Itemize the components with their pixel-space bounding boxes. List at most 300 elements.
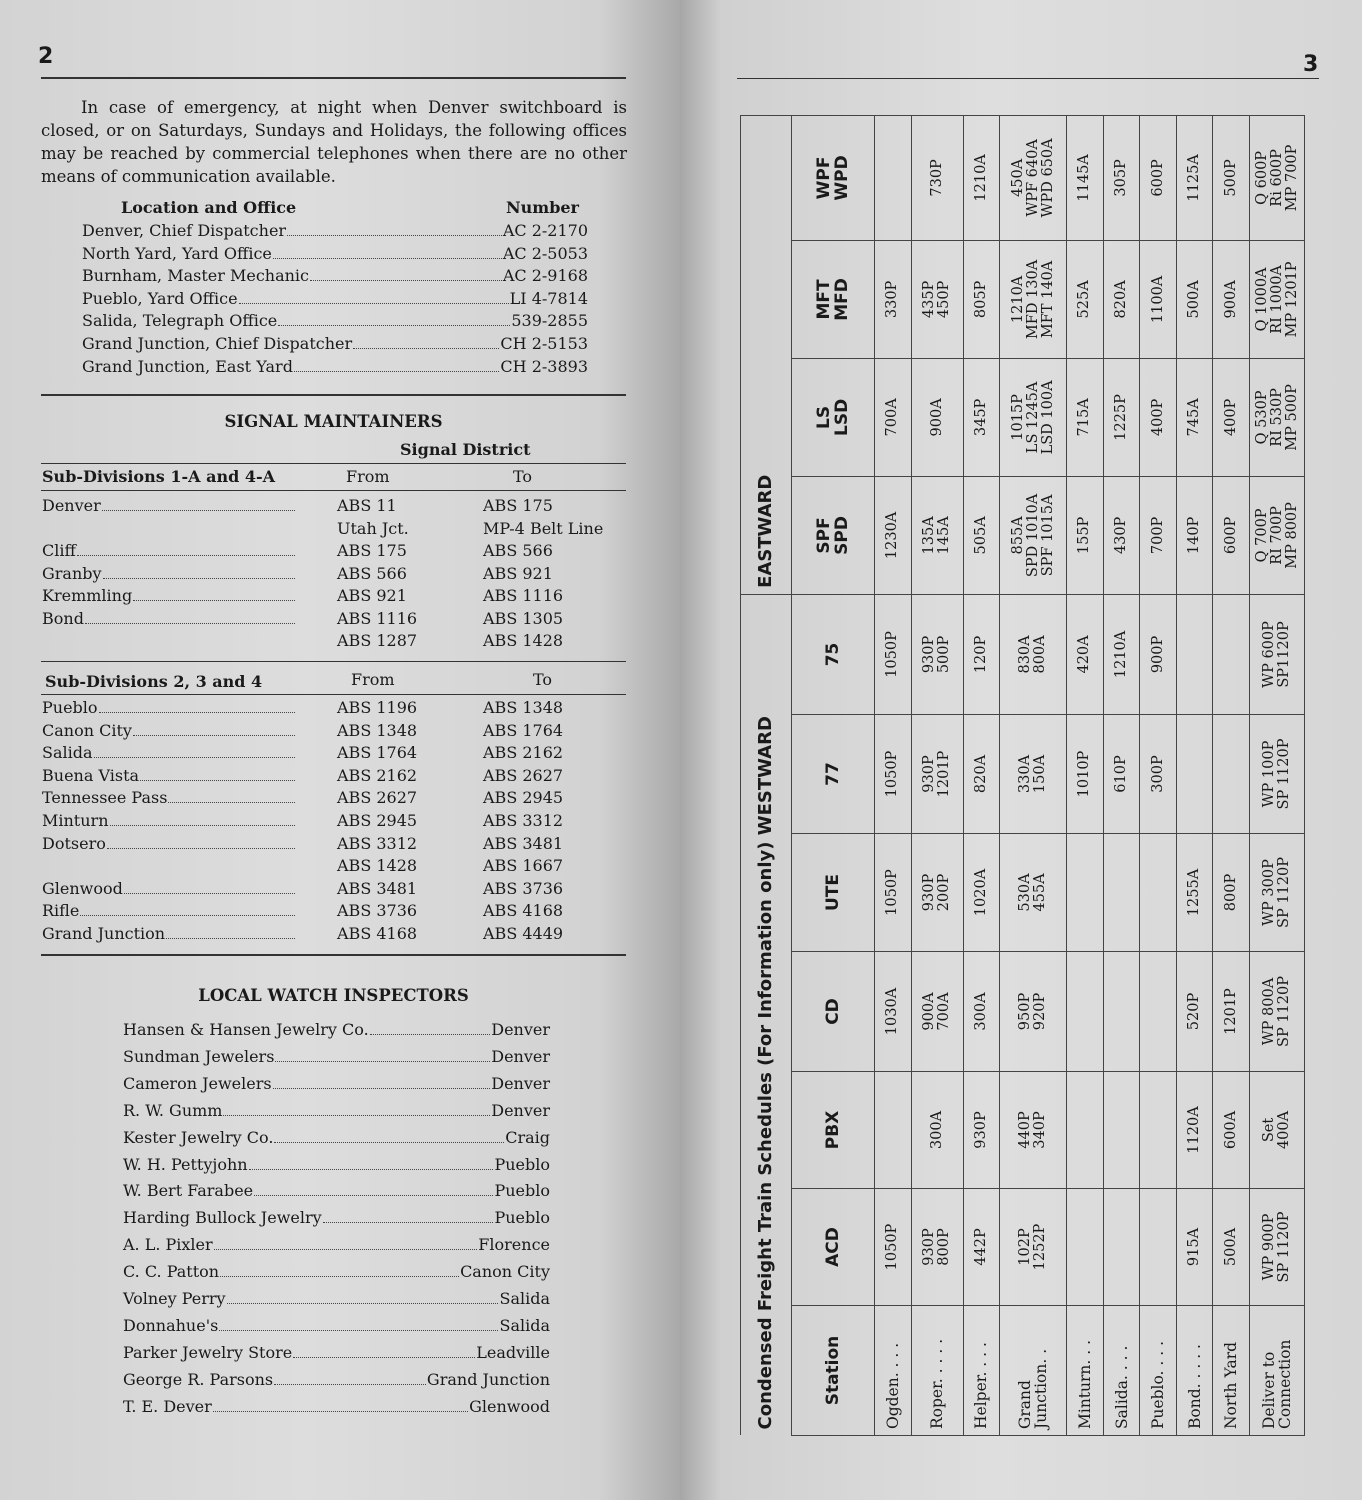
contact-value: AC 2-9168: [502, 266, 588, 286]
schedule-header-row: [791, 115, 874, 1435]
time-value: MFT 140A: [1039, 260, 1056, 339]
time-value: 915A: [1186, 1227, 1203, 1267]
contact-label: Grand Junction, Chief Dispatcher: [82, 334, 353, 353]
time-value: 500P: [1222, 159, 1239, 197]
dot-leader: [293, 1357, 475, 1358]
time-value: 1230A: [884, 511, 901, 560]
time-value: 1050P: [884, 869, 901, 916]
time-value: 715A: [1076, 398, 1093, 437]
time-value: RI 530P: [1268, 388, 1285, 447]
station-name: [1140, 1306, 1177, 1436]
watch-row: [123, 1101, 550, 1121]
dot-leader: [80, 915, 295, 916]
time-value: Ri 600P: [1268, 149, 1285, 207]
schedule-cell: [1250, 952, 1305, 1072]
train-symbol: UTE: [822, 874, 843, 912]
dot-leader: [249, 1169, 494, 1170]
time-value: Set: [1261, 1117, 1278, 1143]
time-value: 950P: [1017, 992, 1034, 1031]
time-value: 505A: [972, 516, 989, 555]
signal-to: ABS 566: [483, 541, 553, 560]
station-name: [911, 1306, 963, 1436]
station-name: [1067, 1306, 1104, 1436]
schedule-cell: [875, 240, 912, 358]
watch-label: Cameron Jewelers: [123, 1073, 272, 1093]
train-symbol: LS: [813, 405, 834, 429]
schedule-cell: [1140, 476, 1177, 594]
train-symbol: WPF: [813, 156, 834, 200]
time-value: 155P: [1076, 516, 1093, 555]
time-value: LS 1245A: [1024, 381, 1041, 454]
schedule-cell: [1067, 476, 1104, 594]
time-value: 300A: [928, 1110, 945, 1150]
time-value: 1145A: [1076, 154, 1093, 202]
time-value: 135A: [921, 516, 938, 555]
dot-leader: [214, 1249, 478, 1250]
dot-leader: [273, 1088, 491, 1089]
contact-row: [82, 311, 588, 331]
schedule-row: [875, 115, 912, 1435]
signal-place-row: [42, 721, 296, 741]
page-number-right: 3: [1303, 52, 1319, 77]
station-line: Minturn. . .: [1075, 1339, 1094, 1429]
time-value: 1125A: [1186, 154, 1203, 202]
schedule-cell: [1103, 1189, 1140, 1306]
schedule-cell: [875, 834, 912, 952]
dot-leader: [124, 893, 295, 894]
time-value: 345P: [972, 398, 989, 437]
schedule-cell: [875, 715, 912, 834]
time-value: 530A: [1017, 873, 1034, 912]
time-value: 330A: [1017, 754, 1034, 794]
westward-label: WESTWARD: [755, 716, 777, 842]
contact-row: [82, 357, 588, 377]
signal-from: ABS 175: [337, 541, 407, 560]
time-value: 500P: [936, 635, 953, 674]
watch-value: Pueblo: [494, 1154, 550, 1174]
time-value: 400P: [1222, 398, 1239, 437]
time-value: 700A: [936, 992, 953, 1031]
contact-row: [82, 289, 588, 309]
train-header: [791, 1189, 874, 1306]
station-name: [1250, 1306, 1305, 1436]
time-value: MP 800P: [1283, 502, 1300, 569]
time-value: 820A: [1113, 280, 1130, 319]
time-value: 800A: [1032, 635, 1049, 674]
contact-row: [82, 244, 588, 264]
schedule-cell: [1103, 715, 1140, 834]
signal-place-row: [42, 541, 296, 561]
schedule-cell: [1000, 952, 1067, 1072]
contact-label: Pueblo, Yard Office: [82, 288, 238, 308]
time-value: 1050P: [884, 631, 901, 678]
time-value: 430P: [1113, 516, 1130, 555]
schedule-cell: [1140, 834, 1177, 952]
group2-from-label: From: [351, 670, 395, 689]
station-name: [1103, 1306, 1140, 1436]
watch-label: C. C. Patton: [123, 1262, 220, 1282]
time-value: 400P: [1149, 398, 1166, 437]
schedule-cell: [1103, 476, 1140, 594]
freight-schedule-table: [740, 115, 1305, 1436]
watch-value: Salida: [499, 1315, 550, 1335]
time-value: 1252P: [1032, 1223, 1049, 1271]
time-value: 920P: [1032, 992, 1049, 1031]
schedule-cell: [911, 240, 963, 358]
signal-from: ABS 2945: [337, 811, 418, 830]
station-name: [875, 1306, 912, 1436]
signal-place-row: [42, 834, 296, 854]
dot-leader: [220, 1276, 459, 1277]
signal-to: ABS 3736: [483, 878, 564, 898]
divider: [41, 463, 626, 464]
schedule-cell: [911, 358, 963, 476]
signal-from: ABS 2162: [337, 765, 418, 785]
time-value: 435P: [921, 280, 938, 319]
contact-row: [82, 266, 588, 286]
signal-place: Canon City: [42, 720, 132, 740]
time-value: 930P: [921, 755, 938, 793]
dot-leader: [274, 1384, 426, 1385]
page-number-left: 2: [38, 44, 54, 69]
dot-leader: [223, 1115, 490, 1116]
time-value: WP 800A: [1261, 977, 1278, 1046]
schedule-cell: [1250, 594, 1305, 714]
signal-to: ABS 4168: [483, 901, 564, 921]
schedule-row: [1103, 115, 1140, 1435]
signal-from: ABS 1196: [337, 698, 418, 717]
watch-label: Parker Jewelry Store: [123, 1342, 293, 1362]
time-value: 150A: [1032, 754, 1049, 794]
dot-leader: [166, 938, 295, 939]
time-value: 120P: [972, 635, 989, 674]
schedule-cell: [1213, 115, 1250, 240]
train-header: [791, 834, 874, 952]
time-value: 1201P: [1222, 988, 1239, 1035]
station-header: Station: [791, 1306, 874, 1436]
dot-leader: [370, 1034, 491, 1035]
dot-leader: [168, 802, 295, 803]
schedule-cell: [1103, 834, 1140, 952]
schedule-cell: [1250, 115, 1305, 240]
schedule-cell: [911, 115, 963, 240]
group2-label: Sub-Divisions 2, 3 and 4: [45, 672, 263, 691]
train-symbol: LSD: [831, 398, 852, 436]
schedule-cell: [1176, 715, 1213, 834]
station-name: [963, 1306, 1000, 1436]
time-value: WPF 640A: [1024, 139, 1041, 217]
watch-value: Glenwood: [469, 1396, 550, 1416]
station-line: Ogden. . . .: [883, 1342, 902, 1429]
schedule-cell: [1250, 834, 1305, 952]
time-value: 400A: [1276, 1110, 1293, 1150]
schedule-cell: [1140, 1072, 1177, 1189]
time-value: 930P: [921, 873, 938, 912]
train-header: [791, 952, 874, 1072]
schedule-cell: [1000, 115, 1067, 240]
time-value: 1225P: [1113, 394, 1130, 441]
schedule-cell: [963, 240, 1000, 358]
signal-place: Glenwood: [42, 878, 123, 898]
schedule-cell: [875, 594, 912, 714]
schedule-title-row: [741, 115, 792, 1435]
divider: [41, 490, 626, 491]
contact-label: Salida, Telegraph Office: [82, 311, 278, 331]
schedule-cell: [1176, 1072, 1213, 1189]
time-value: 745A: [1186, 398, 1203, 437]
station-line: Deliver to: [1260, 1351, 1279, 1429]
time-value: Q 700P: [1253, 508, 1270, 563]
schedule-cell: [1067, 1072, 1104, 1189]
contact-value: CH 2-3893: [500, 356, 588, 376]
emergency-intro: In case of emergency, at night when Denver switchboard is closed, or on Saturdays, Sundays and Holidays, the following offices may be reached by commercial telephones when there are no other means of communication available.: [41, 98, 627, 186]
time-value: 300P: [1149, 755, 1166, 793]
contact-value: AC 2-2170: [502, 221, 588, 240]
schedule-row: [963, 115, 1000, 1435]
dot-leader: [287, 235, 502, 236]
dot-leader: [219, 1330, 498, 1331]
time-value: Q 600P: [1253, 150, 1270, 205]
signal-district-label: Signal District: [400, 440, 531, 459]
signal-place: Denver: [42, 496, 101, 515]
watch-row: [123, 1181, 550, 1201]
watch-label: Donnahue's: [123, 1315, 219, 1335]
contact-value: 539-2855: [511, 311, 588, 331]
time-value: 305P: [1113, 159, 1130, 197]
watch-label: Kester Jewelry Co.: [123, 1127, 274, 1147]
train-header: [791, 115, 874, 240]
signal-to: ABS 1764: [483, 720, 564, 740]
top-rule: [41, 77, 626, 79]
schedule-cell: [1140, 240, 1177, 358]
dot-leader: [133, 600, 295, 601]
schedule-cell: [1213, 358, 1250, 476]
dot-leader: [278, 325, 510, 326]
signal-place-row: [42, 609, 296, 629]
train-header: [791, 358, 874, 476]
schedule-cell: [963, 358, 1000, 476]
schedule-row: [1140, 115, 1177, 1435]
time-value: 200P: [936, 873, 953, 912]
schedule-cell: [1250, 476, 1305, 594]
time-value: 450P: [936, 280, 953, 319]
schedule-cell: [1213, 952, 1250, 1072]
watch-row: [123, 1074, 550, 1094]
time-value: 805P: [972, 280, 989, 319]
schedule-cell: [1176, 594, 1213, 714]
signal-to: ABS 1348: [483, 698, 564, 717]
signal-from: ABS 1287: [337, 631, 418, 650]
contact-label: North Yard, Yard Office: [82, 243, 272, 263]
time-value: WP 300P: [1261, 859, 1278, 926]
signal-place: Cliff: [42, 541, 76, 560]
station-line: Grand: [1016, 1380, 1035, 1429]
right-page: [680, 0, 1362, 1500]
group2-to-label: To: [533, 670, 553, 689]
schedule-cell: [911, 1189, 963, 1306]
signal-to: ABS 2627: [483, 765, 564, 785]
watch-value: Craig: [505, 1127, 550, 1147]
signal-from: ABS 1116: [337, 608, 418, 628]
dot-leader: [102, 510, 295, 511]
schedule-row: [1176, 115, 1213, 1435]
schedule-cell: [1103, 952, 1140, 1072]
station-line: Bond. . . . .: [1185, 1344, 1204, 1429]
contacts-header-location: Location and Office: [121, 198, 297, 217]
time-value: 440P: [1017, 1111, 1034, 1149]
time-value: 300A: [972, 992, 989, 1031]
signal-place: Pueblo: [42, 698, 98, 717]
train-header: [791, 594, 874, 714]
group1-from-label: From: [346, 467, 390, 486]
schedule-cell: [911, 1072, 963, 1189]
dot-leader: [294, 371, 499, 372]
contact-row: [82, 334, 588, 354]
time-value: 1255A: [1186, 868, 1203, 917]
watch-row: [123, 1289, 550, 1309]
contact-label: Grand Junction, East Yard: [82, 356, 293, 376]
station-line: Pueblo. . . .: [1149, 1340, 1168, 1429]
signal-from: ABS 2627: [337, 788, 418, 808]
time-value: SPD 1010A: [1024, 493, 1041, 578]
time-value: 600P: [1222, 516, 1239, 555]
station-line: Junction. .: [1032, 1348, 1051, 1429]
signal-from: ABS 3736: [337, 901, 418, 921]
time-value: SP 1120P: [1276, 1211, 1293, 1283]
schedule-cell: [1250, 240, 1305, 358]
signal-to: ABS 2945: [483, 788, 564, 808]
time-value: SP 1120P: [1276, 857, 1293, 928]
time-value: 800P: [1222, 873, 1239, 912]
schedule-cell: [1103, 240, 1140, 358]
schedule-cell: [1140, 115, 1177, 240]
time-value: 1050P: [884, 750, 901, 798]
signal-to: ABS 175: [483, 496, 553, 515]
schedule-row: [1250, 115, 1305, 1435]
time-value: 525A: [1076, 280, 1093, 319]
watch-label: R. W. Gumm: [123, 1100, 223, 1120]
watch-label: Hansen & Hansen Jewelry Co.: [123, 1020, 369, 1039]
time-value: Q 530P: [1253, 390, 1270, 445]
time-value: 520P: [1186, 992, 1203, 1031]
schedule-cell: [963, 952, 1000, 1072]
schedule-cell: [875, 476, 912, 594]
train-symbol: MFD: [831, 278, 852, 321]
signal-to: MP-4 Belt Line: [483, 518, 604, 538]
signal-to: ABS 4449: [483, 924, 564, 943]
signal-from: ABS 1764: [337, 743, 418, 763]
time-value: 442P: [972, 1228, 989, 1266]
time-value: MFD 130A: [1024, 259, 1041, 340]
schedule-cell: [1067, 715, 1104, 834]
train-symbol: SPD: [831, 516, 852, 555]
time-value: 102P: [1017, 1228, 1034, 1266]
schedule-cell: [1067, 594, 1104, 714]
dot-leader: [273, 258, 502, 259]
train-header: [791, 476, 874, 594]
schedule-cell: [1213, 715, 1250, 834]
time-value: WP 100P: [1261, 740, 1278, 808]
time-value: SPF 1015A: [1039, 494, 1056, 577]
watch-row: [123, 1262, 550, 1282]
time-value: WP 600P: [1261, 621, 1278, 688]
schedule-cell: [1250, 715, 1305, 834]
schedule-cell: [1000, 358, 1067, 476]
signal-from: ABS 1428: [337, 856, 418, 876]
signal-place: Kremmling: [42, 586, 133, 605]
watch-value: Denver: [491, 1046, 550, 1066]
schedule-row: [911, 115, 963, 1435]
signal-place: Minturn: [42, 811, 109, 830]
train-symbol: MFT: [813, 279, 834, 320]
schedule-cell: [963, 594, 1000, 714]
signal-place: Buena Vista: [42, 765, 140, 785]
dot-leader: [310, 280, 502, 281]
contact-row: [82, 221, 588, 241]
signal-from: ABS 921: [337, 586, 407, 605]
signal-place-row: [42, 564, 296, 584]
group1-label: Sub-Divisions 1-A and 4-A: [42, 467, 276, 486]
signal-place-row: [42, 924, 296, 944]
signal-from: ABS 3312: [337, 833, 418, 853]
time-value: 830A: [1017, 635, 1034, 674]
signal-from: Utah Jct.: [337, 518, 409, 538]
schedule-cell: [963, 715, 1000, 834]
station-line: Salida. . . .: [1112, 1345, 1131, 1429]
schedule-cell: [1000, 240, 1067, 358]
dot-leader: [103, 578, 295, 579]
divider: [41, 954, 626, 956]
schedule-row: [1067, 115, 1104, 1435]
signal-to: ABS 3481: [483, 833, 564, 853]
time-value: 1100A: [1149, 275, 1166, 324]
dot-leader: [77, 555, 295, 556]
watch-row: [123, 1235, 550, 1255]
watch-value: Grand Junction: [426, 1369, 550, 1389]
time-value: SP1120P: [1276, 621, 1293, 688]
signal-to: ABS 1116: [483, 586, 564, 605]
watch-value: Pueblo: [494, 1208, 550, 1228]
signal-place: Salida: [42, 743, 93, 763]
schedule-cell: [963, 115, 1000, 240]
dot-leader: [99, 712, 295, 713]
schedule-cell: [875, 358, 912, 476]
signal-place-row: [42, 586, 296, 606]
station-line: North Yard: [1222, 1341, 1241, 1429]
top-rule: [737, 78, 1319, 79]
signal-to: ABS 1667: [483, 856, 564, 876]
schedule-cell: [1213, 834, 1250, 952]
contact-label: Burnham, Master Mechanic: [82, 266, 310, 286]
time-value: 820A: [972, 754, 989, 794]
watch-inspectors-title: LOCAL WATCH INSPECTORS: [198, 986, 469, 1005]
time-value: 1015P: [1009, 394, 1026, 441]
time-value: 1120A: [1186, 1106, 1203, 1154]
time-value: 930P: [921, 1228, 938, 1266]
watch-label: George R. Parsons: [123, 1369, 274, 1389]
watch-value: Denver: [491, 1100, 550, 1120]
signal-place-row: [42, 811, 296, 831]
schedule-cell: [1103, 594, 1140, 714]
contacts-header-number: Number: [506, 198, 579, 217]
schedule-cell: [1176, 358, 1213, 476]
watch-label: Sundman Jewelers: [123, 1046, 275, 1066]
signal-to: ABS 2162: [483, 743, 564, 763]
signal-to: ABS 1305: [483, 608, 564, 628]
train-symbol: SPF: [813, 517, 834, 554]
schedule-cell: [1213, 1072, 1250, 1189]
signal-place: Bond: [42, 608, 84, 628]
